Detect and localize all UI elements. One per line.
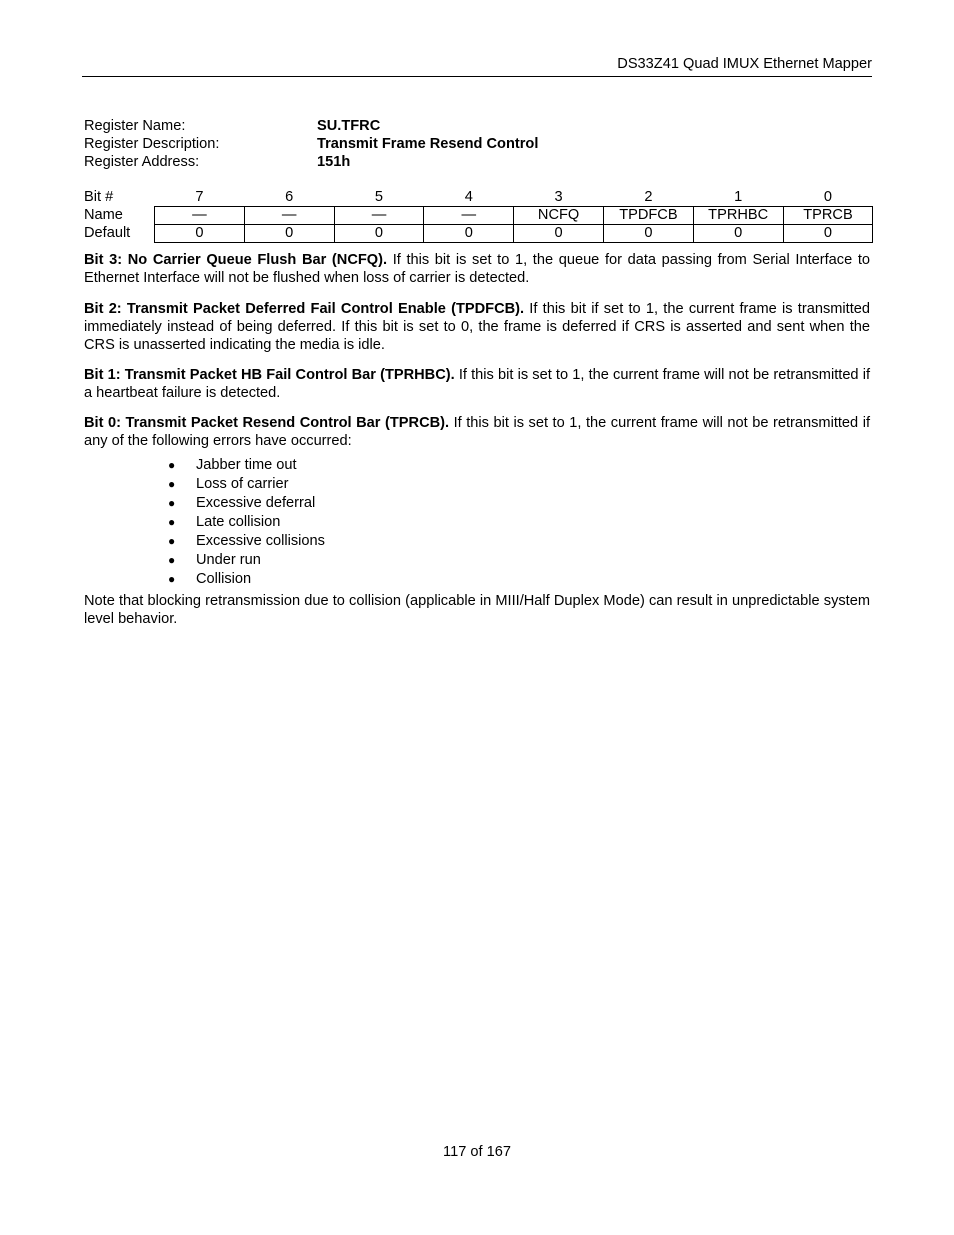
bit-number-cell: 4	[464, 188, 473, 205]
bit2-description	[84, 300, 870, 354]
page-header	[82, 56, 872, 77]
list-item	[168, 494, 325, 513]
page-footer	[0, 1143, 954, 1161]
bit3-title: Bit 3: No Carrier Queue Flush Bar (NCFQ).	[84, 252, 388, 268]
register-description-value: Transmit Frame Resend Control	[317, 136, 539, 152]
bit-number-cell: 5	[374, 188, 384, 205]
list-item	[168, 513, 325, 532]
bit-number-cell: 1	[734, 188, 743, 205]
bit-name-cell: TPRHBC	[693, 207, 783, 225]
bullet-icon: ●	[168, 534, 176, 548]
register-address-value: 151h	[317, 154, 351, 170]
bit-name-cell: —	[155, 207, 245, 225]
bit-default-cell: 0	[155, 225, 245, 243]
bit-default-cell: 0	[334, 225, 424, 243]
bit-name-label: Name	[84, 207, 123, 223]
bit-default-cell: 0	[514, 225, 604, 243]
register-name-row	[84, 117, 538, 135]
bit-name-row	[84, 207, 873, 225]
bit3-text: If this bit is set to 1, the queue for data passing from Serial Interface to Ethernet Interface will not be flushed when loss of carrier is detected.	[84, 252, 870, 286]
register-name-value: SU.TFRC	[317, 118, 381, 134]
bit-map-table	[84, 188, 873, 243]
list-item	[168, 551, 325, 570]
bit1-paragraph	[84, 366, 870, 402]
bit-number-label: Bit #	[84, 188, 114, 205]
list-item-text: Excessive collisions	[196, 533, 325, 549]
list-item	[168, 456, 325, 475]
bit0-title: Bit 0: Transmit Packet Resend Control Bar (TPRCB).	[84, 415, 450, 431]
bullet-icon: ●	[168, 572, 176, 586]
bit-number-cell: 3	[554, 188, 563, 205]
bit-number-row	[84, 188, 873, 207]
bit-name-cell: —	[244, 207, 334, 225]
note-paragraph: Note that blocking retransmission due to collision (applicable in MIII/Half Duplex Mode) can result in unpredictable system level behavior.	[84, 593, 870, 627]
bit2-text: If this bit if set to 1, the current frame is transmitted immediately instead of being deferred. If this bit is set to 0, the frame is deferred if CRS is asserted and sent when the CRS is unasserted indicating the media is idle.	[84, 301, 870, 353]
list-item	[168, 532, 325, 551]
bit1-text: If this bit is set to 1, the current frame will not be retransmitted if a heartbeat failure is detected.	[84, 367, 871, 401]
register-address-label: Register Address:	[84, 154, 200, 170]
register-description-label: Register Description:	[84, 136, 220, 152]
bit2-title: Bit 2: Transmit Packet Deferred Fail Control Enable (TPDFCB).	[84, 301, 525, 317]
list-item	[168, 570, 325, 589]
bit-name-cell: NCFQ	[514, 207, 604, 225]
bit1-title: Bit 1: Transmit Packet HB Fail Control Bar (TPRHBC).	[84, 367, 455, 383]
page-number: 117 of 167	[443, 1144, 511, 1160]
bit-default-cell: 0	[603, 225, 693, 243]
bit-default-cell: 0	[693, 225, 783, 243]
document-title: DS33Z41 Quad IMUX Ethernet Mapper	[617, 56, 872, 72]
list-item-text: Late collision	[196, 514, 281, 530]
register-address-row	[84, 153, 538, 171]
bit-default-label: Default	[84, 225, 131, 241]
bit-default-cell: 0	[244, 225, 334, 243]
bit-number-cell: 2	[644, 188, 653, 205]
register-description-row	[84, 135, 538, 153]
bit0-description	[84, 414, 870, 450]
bit-name-cell: TPRCB	[783, 207, 873, 225]
list-item-text: Jabber time out	[196, 457, 297, 473]
bit-name-cell: TPDFCB	[603, 207, 693, 225]
bit-default-cell: 0	[424, 225, 514, 243]
list-item-text: Under run	[196, 552, 261, 568]
bullet-icon: ●	[168, 458, 176, 472]
bit-name-cell: —	[334, 207, 424, 225]
bullet-icon: ●	[168, 553, 176, 567]
bit-number-cell: 7	[195, 188, 204, 205]
list-item	[168, 475, 325, 494]
bullet-icon: ●	[168, 477, 176, 491]
list-item-text: Excessive deferral	[196, 495, 316, 511]
bit0-text: If this bit is set to 1, the current frame will not be retransmitted if any of the following errors have occurred:	[84, 415, 870, 449]
bit-default-row	[84, 225, 873, 243]
bit2-paragraph	[84, 300, 870, 354]
bit0-paragraph	[84, 414, 870, 450]
bit-number-cell: 6	[285, 188, 294, 205]
register-name-label: Register Name:	[84, 118, 186, 134]
register-info	[84, 117, 538, 171]
bullet-icon: ●	[168, 496, 176, 510]
note-section	[84, 592, 870, 628]
bit-name-cell: —	[424, 207, 514, 225]
list-item-text: Loss of carrier	[196, 476, 289, 492]
bit1-description	[84, 366, 870, 402]
list-item-text: Collision	[196, 571, 252, 587]
bullet-icon: ●	[168, 515, 176, 529]
error-list	[168, 456, 325, 589]
bit-default-cell: 0	[783, 225, 873, 243]
bit-number-cell: 0	[823, 188, 833, 205]
bit3-paragraph	[84, 251, 870, 287]
bit3-description	[84, 251, 870, 287]
